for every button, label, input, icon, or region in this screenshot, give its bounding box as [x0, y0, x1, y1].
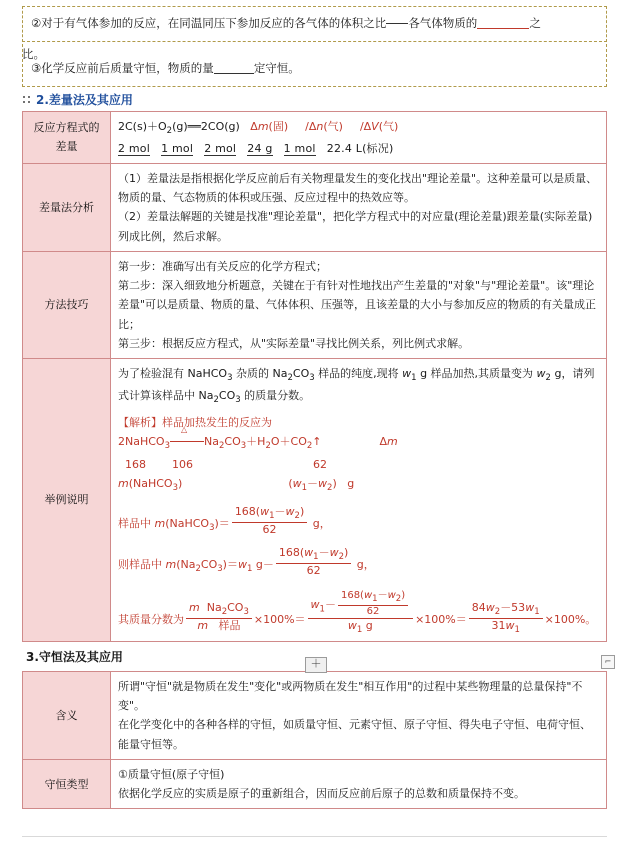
example-sample-line: 样品中 m(NaHCO$_3$)＝ $\frac{168(w_1-w_2)}{62}$ g，	[118, 504, 331, 536]
long-dash	[386, 23, 408, 24]
row-body-analysis	[111, 163, 607, 251]
section-2-heading	[22, 91, 607, 108]
meaning-p2: 在化学变化中的各种各样的守恒，如质量守恒、元素守恒、原子守恒、得失电子守恒、电荷守恒、能量守恒等。	[118, 718, 591, 751]
technique-p2: 第二步：深入细致地分析题意，关键在于有针对性地找出产生差量的"对象"与"理论差量"。该"理论差量"可以是质量、物质的量、气体体积、压强等，且该差量的大小与参加反应的物质的有关量成正比；	[118, 279, 597, 331]
example-analysis-title: 【解析】样品加热发生的反应为	[118, 416, 272, 430]
row-label-example: 举例说明	[23, 359, 111, 642]
blank-red-1	[477, 16, 529, 29]
top-dashed-block-2	[22, 44, 607, 87]
analysis-p2: （2）差量法解题的关键是找准"理论差量"，把化学方程式中的对应量(理论差量)跟差量(实际差量)列成比例，然后求解。	[118, 210, 593, 243]
technique-p1: 第一步：准确写出有关反应的化学方程式；	[118, 259, 327, 273]
table-row	[23, 759, 607, 809]
analysis-p1: （1）差量法是指根据化学反应前后有关物理量发生的变化找出"理论差量"。这种差量可以是质量、物质的量、气态物质的体积或压强、反应过程中的热效应等。	[118, 171, 598, 205]
page-bottom-rule	[22, 836, 607, 837]
example-final-line: 其质量分数为 $\frac{m Na_2CO_3}{\text{m 样品}}$ ×100%＝ $w_1-$ $\frac{168(w_1-w_2)}{62}$ $w_1$ g ×100%＝ $\frac{84w_2-53w_1}{31w_1}$ ×100%。	[118, 589, 597, 636]
row-label-analysis: 差量法分析	[23, 163, 111, 251]
top-line-1-text: ②对于有气体参加的反应，在同温同压下参加反应的各气体的体积之比	[31, 16, 387, 30]
example-m-nahco3: m(NaHCO$_3$) $(w_1-w_2)$ g	[118, 476, 355, 493]
top-line-1	[31, 13, 598, 35]
row-body-example	[111, 359, 607, 642]
example-masses: 168 106 62	[118, 457, 327, 471]
row-label-types: 守恒类型	[23, 759, 111, 809]
types-p2: 依据化学反应的实质是原子的重新组合，因而反应前后原子的总数和质量保持不变。	[118, 787, 525, 801]
resize-handle[interactable]: ⌐	[601, 655, 615, 669]
row-label-meaning: 含义	[23, 671, 111, 759]
row-body-equation	[111, 111, 607, 163]
blank-plain-1	[214, 61, 254, 74]
row-body-types	[111, 759, 607, 809]
table-row	[23, 671, 607, 759]
insert-row-handle[interactable]: ＋	[305, 657, 327, 673]
table-row	[23, 251, 607, 358]
example-intro: 为了检验混有 NaHCO$_3$ 杂质的 $Na_2CO_3$ 样品的纯度,现将 $w_1$ g 样品加热,其质量变为 $w_2$ g，请列式计算该样品中 $Na_2CO_3$ 的质量分数。	[118, 367, 595, 406]
row-label-technique: 方法技巧	[23, 251, 111, 358]
example-equation: 2NaHCO$_3$ △ $Na_2CO_3+H_2O+CO_2↑$ Δm	[118, 432, 599, 454]
meaning-p1: 所谓"守恒"就是物质在发生"变化"或两物质在发生"相互作用"的过程中某些物理量的总量保持"不变"。	[118, 679, 583, 713]
top-line-3	[31, 58, 598, 80]
table-row	[23, 359, 607, 642]
section-3-heading-text: 3.守恒法及其应用	[26, 649, 123, 664]
top-line-3-suffix: 定守恒。	[253, 60, 300, 75]
table-row	[23, 163, 607, 251]
quantity-line: 2 mol 1 mol 2 mol 24 g 1 mol 22.4 L(标况)	[118, 141, 394, 155]
types-p1: ①质量守恒(原子守恒)	[118, 767, 225, 781]
row-body-meaning	[111, 671, 607, 759]
top-line-3-prefix: ③化学反应前后质量守恒，物质的量	[31, 60, 214, 75]
technique-p3: 第三步：根据反应方程式，从"实际差量"寻找比例关系，列比例式求解。	[118, 336, 470, 350]
top-line-1-suffix: 之	[529, 16, 541, 30]
top-line-2-text: 比。	[22, 46, 45, 61]
drag-grip-icon[interactable]	[22, 95, 31, 104]
top-line-1-mid: 各气体物质的	[408, 16, 478, 30]
table-row	[23, 111, 607, 163]
difference-method-table	[22, 111, 607, 642]
example-then-line: 则样品中 $m(Na_2CO_3)=w_1$ g－ $\frac{168(w_1-w_2)}{62}$ g，	[118, 546, 375, 578]
row-label-equation: 反应方程式的 差量	[23, 111, 111, 163]
section-2-heading-text: 2.差量法及其应用	[36, 92, 133, 107]
equation-line: $2C(s)+O_2(g)══2CO(g)$ Δm(固) /Δn(气) /ΔV(气)	[118, 119, 399, 136]
conservation-method-table	[22, 671, 607, 810]
row-body-technique	[111, 251, 607, 358]
top-dashed-block	[22, 6, 607, 42]
